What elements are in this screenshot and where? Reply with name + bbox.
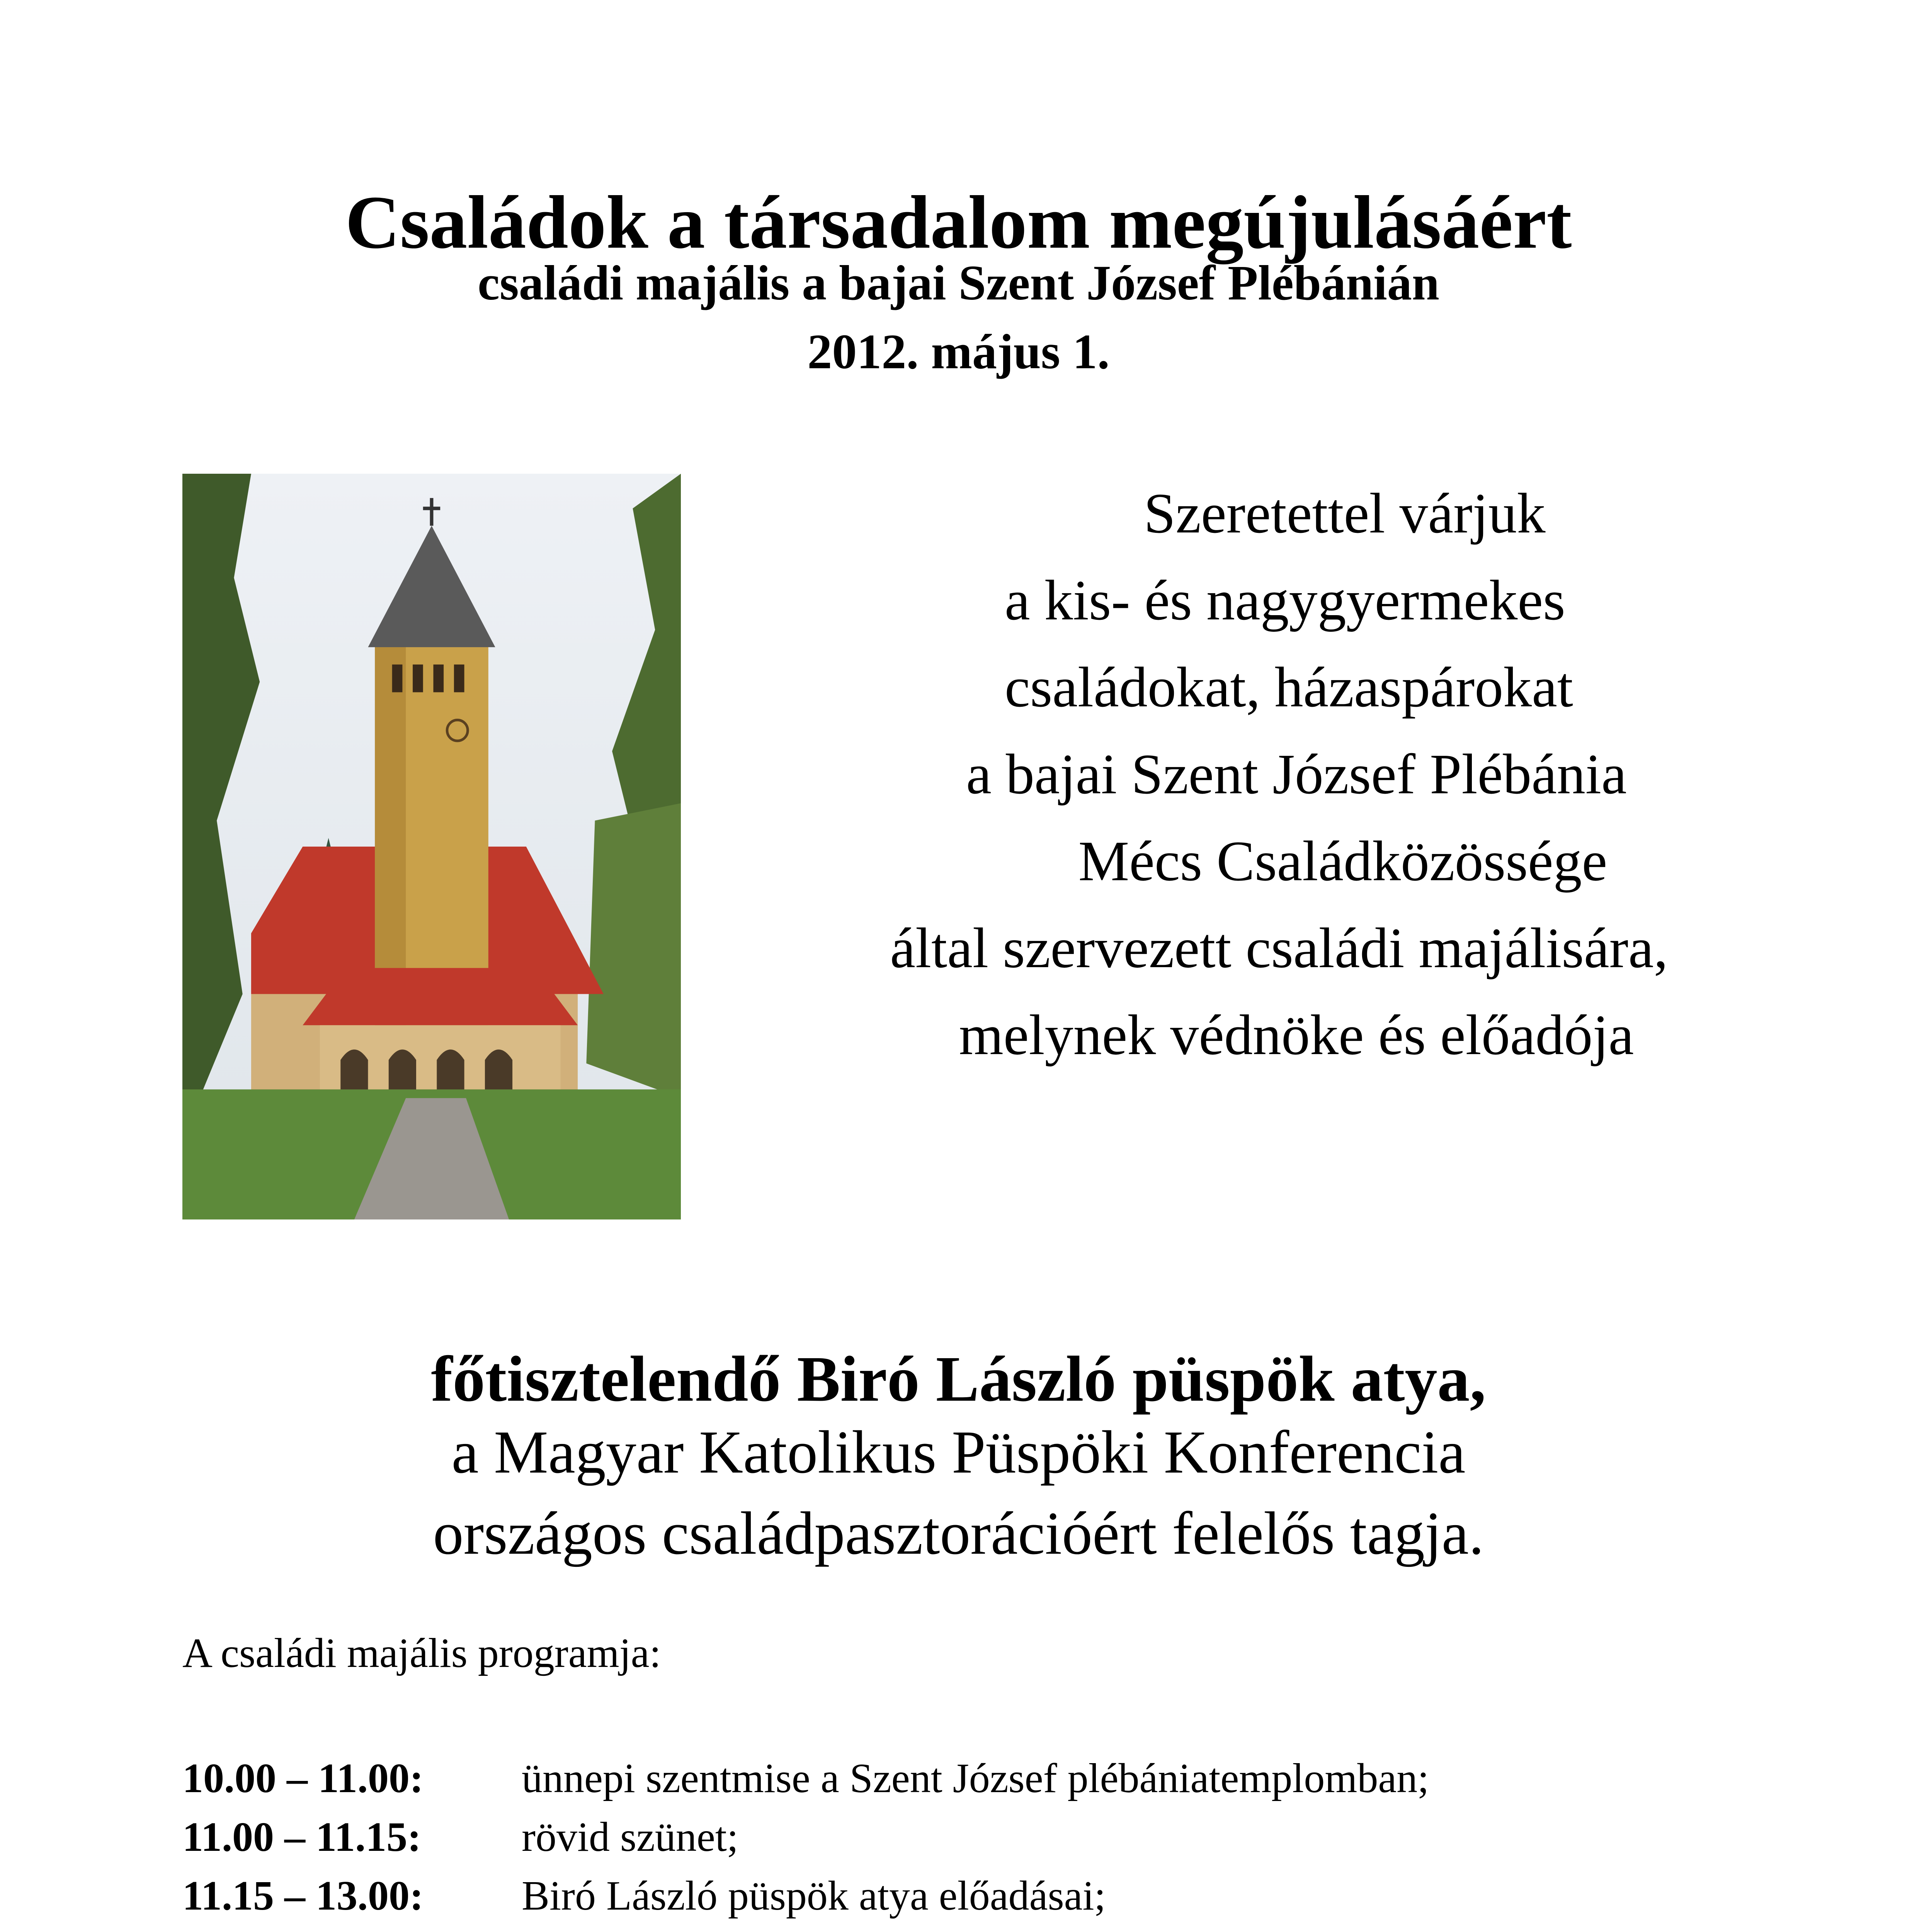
invitation-line: a bajai Szent József Plébánia — [966, 743, 1627, 806]
invitation-line: a kis- és nagygyermekes — [1005, 569, 1565, 632]
church-photo — [182, 474, 681, 1219]
invitation-line: által szervezett családi majálisára, — [890, 917, 1668, 980]
page-title: Családok a társadalom megújulásáért — [345, 180, 1572, 264]
invitation-line: családokat, házaspárokat — [1005, 656, 1573, 719]
event-date: 2012. május 1. — [807, 324, 1110, 379]
invitation-line: Mécs Családközössége — [1078, 830, 1607, 893]
invitation-line: melynek védnöke és előadója — [959, 1003, 1634, 1067]
speaker-role: országos családpasztorációért felelős tagja. — [433, 1500, 1484, 1567]
program-desc: Biró László püspök atya előadásai; — [522, 1873, 1106, 1919]
speaker-name: főtisztelendő Biró László püspök atya, — [431, 1343, 1486, 1415]
page-subtitle: családi majális a bajai Szent József Plébánián — [478, 255, 1439, 310]
program-time: 11.00 – 11.15: — [182, 1814, 422, 1860]
program-time: 11.15 – 13.00: — [182, 1873, 424, 1919]
program-heading: A családi majális programja: — [182, 1630, 661, 1676]
church-illustration — [182, 474, 681, 1219]
program-desc: rövid szünet; — [522, 1814, 738, 1860]
program-desc: ünnepi szentmise a Szent József plébániatemplomban; — [522, 1755, 1429, 1801]
speaker-role: a Magyar Katolikus Püspöki Konferencia — [451, 1418, 1466, 1486]
program-time: 10.00 – 11.00: — [182, 1755, 424, 1801]
invitation-line: Szeretettel várjuk — [1144, 482, 1546, 545]
